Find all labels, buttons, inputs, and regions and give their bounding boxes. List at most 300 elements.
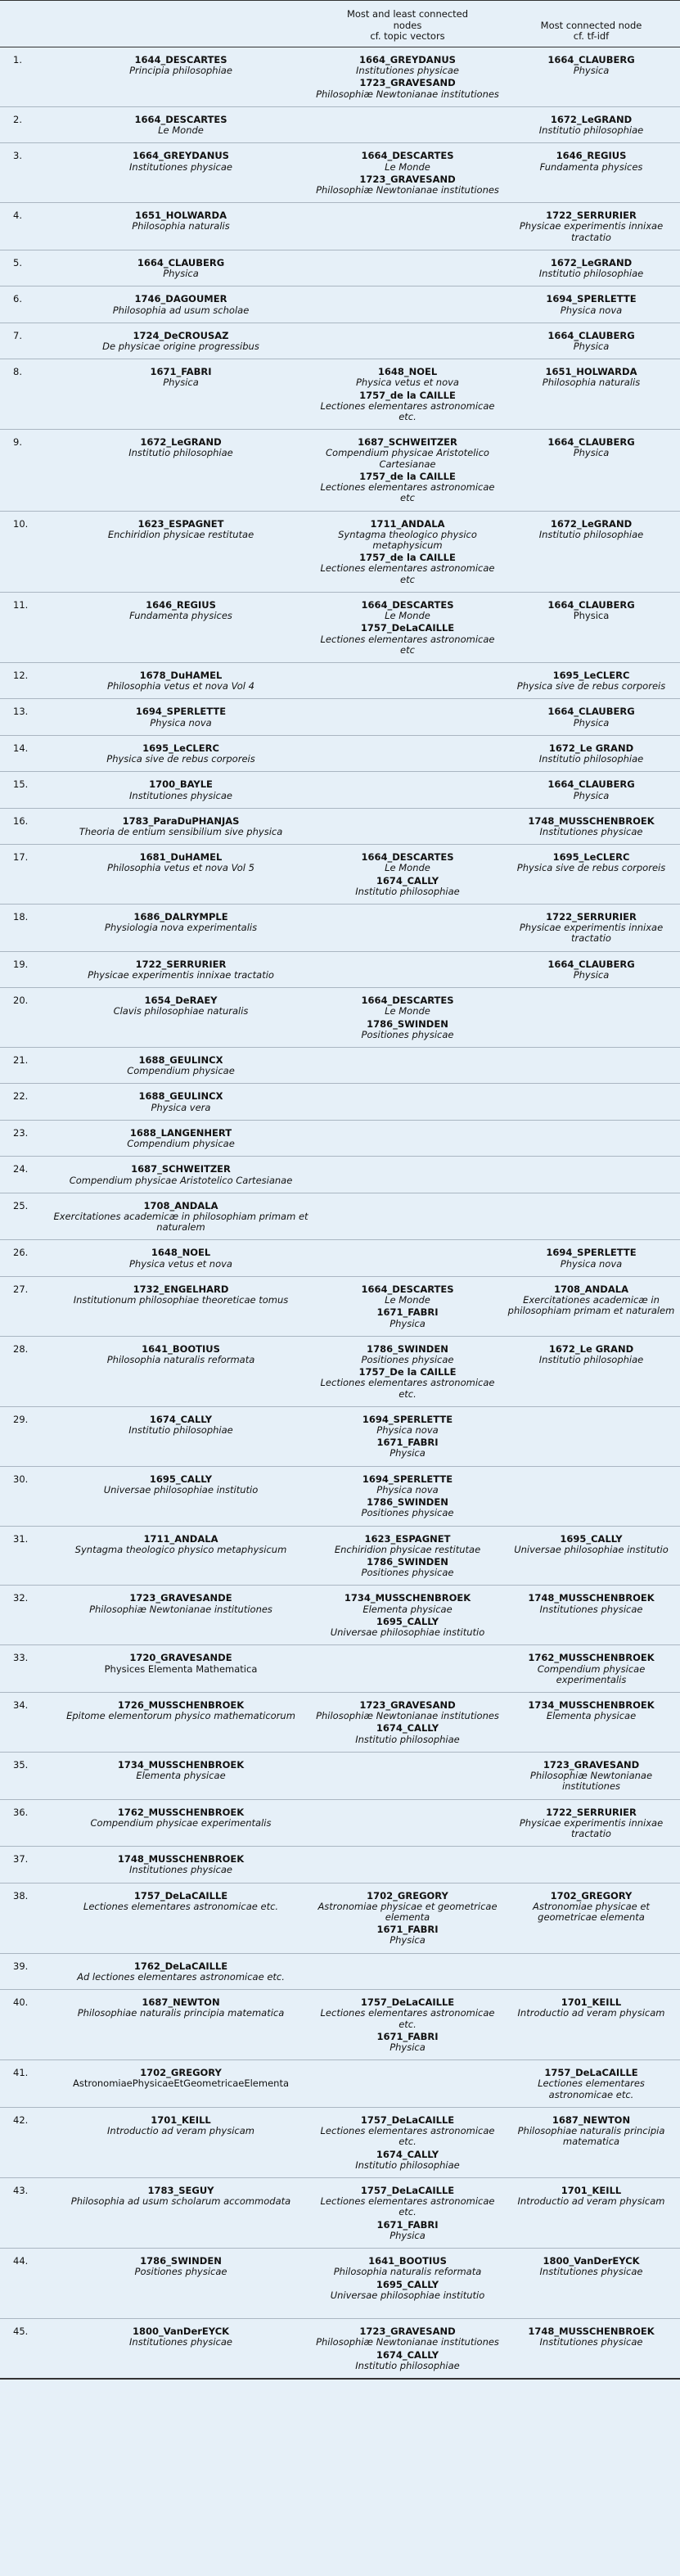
table-row	[0, 1466, 680, 1526]
text-entry	[316, 876, 499, 897]
topic-vector-cell	[313, 662, 502, 698]
topic-vector-cell	[313, 1586, 502, 1645]
topic-vector-cell	[313, 1692, 502, 1752]
text-id: 1783_ParaDuPHANJAS	[122, 814, 240, 827]
text-cell	[49, 143, 313, 203]
text-title: Le Monde	[385, 610, 430, 622]
text-title: Institutio philosophiae	[128, 447, 233, 459]
table-row	[0, 1692, 680, 1752]
text-title: Physica nova	[560, 304, 623, 316]
row-number: 13.	[0, 699, 49, 735]
text-cell	[49, 47, 313, 107]
row-number: 44.	[0, 2249, 49, 2319]
text-entry	[316, 1497, 499, 1518]
table-row	[0, 1240, 680, 1276]
table-row	[0, 699, 680, 735]
text-cell	[49, 1847, 313, 1883]
text-title: De physicae origine progressibus	[102, 340, 259, 352]
text-entry	[316, 1367, 499, 1400]
text-entry	[52, 1247, 309, 1269]
text-entry	[506, 706, 677, 728]
text-id: 1687_NEWTON	[142, 1996, 220, 2009]
text-cell	[49, 2060, 313, 2108]
text-id: 1695_CALLY	[560, 1532, 623, 1545]
row-number: 8.	[0, 359, 49, 430]
tfidf-cell	[502, 250, 680, 286]
text-title: Physica nova	[376, 1424, 439, 1437]
text-id: 1651_HOLWARDA	[545, 366, 637, 378]
text-id: 1686_DALRYMPLE	[133, 911, 228, 923]
text-entry	[316, 55, 499, 76]
text-id: 1757_de la CAILLE	[359, 470, 456, 482]
table-row	[0, 845, 680, 905]
text-cell	[49, 1799, 313, 1847]
text-entry	[52, 519, 309, 540]
text-title: Lectiones elementares astronomicae etc.	[320, 1377, 495, 1400]
text-title: Fundamenta physices	[129, 610, 232, 622]
text-id: 1708_ANDALA	[554, 1283, 628, 1295]
text-id: 1664_DESCARTES	[361, 598, 454, 611]
header-topic-vectors	[313, 1, 502, 47]
topic-vector-cell	[313, 106, 502, 142]
text-entry	[316, 1534, 499, 1555]
header-text	[49, 1, 313, 47]
text-title: Institutiones physicae	[539, 2336, 643, 2348]
text-title: Philosophiæ Newtonianae institutiones	[529, 1770, 653, 1793]
text-id: 1800_VanDerEYCK	[132, 2326, 230, 2338]
tfidf-cell	[502, 699, 680, 735]
topic-vector-cell	[313, 1406, 502, 1466]
text-entry	[52, 816, 309, 837]
text-title: Le Monde	[158, 124, 204, 137]
text-id: 1734_MUSSCHENBROEK	[344, 1592, 471, 1604]
table-row	[0, 1645, 680, 1693]
table-row	[0, 203, 680, 250]
text-title: Exercitationes academicæ in philosophiam primam et naturalem	[507, 1294, 675, 1317]
text-id: 1671_FABRI	[376, 1306, 439, 1319]
text-id: 1644_DESCARTES	[134, 54, 227, 65]
text-title: Universae philosophiae institutio	[330, 2289, 485, 2301]
text-id: 1694_SPERLETTE	[362, 1473, 453, 1485]
text-id: 1664_DESCARTES	[361, 1283, 454, 1295]
tfidf-cell	[502, 1752, 680, 1799]
text-entry	[52, 151, 309, 172]
text-id: 1688_LANGENHERT	[129, 1126, 232, 1139]
text-entry	[52, 1164, 309, 1185]
topic-vector-cell	[313, 1336, 502, 1406]
topic-vector-cell	[313, 1752, 502, 1799]
text-title: Institutiones physicae	[129, 160, 232, 173]
text-title: Universae philosophiae institutio	[330, 1626, 485, 1639]
text-title: Universae philosophiae institutio	[514, 1543, 669, 1555]
table-row	[0, 772, 680, 808]
table-row	[0, 662, 680, 698]
text-id: 1762_DeLaCAILLE	[133, 1960, 228, 1972]
text-entry	[316, 600, 499, 621]
tfidf-cell	[502, 143, 680, 203]
text-entry	[506, 743, 677, 765]
topic-vector-cell	[313, 47, 502, 107]
text-title: Institutiones physicae	[539, 2266, 643, 2278]
row-number: 5.	[0, 250, 49, 286]
text-entry	[506, 1653, 677, 1685]
row-number: 16.	[0, 808, 49, 844]
text-title: Physica	[573, 340, 610, 352]
topic-vector-cell	[313, 323, 502, 359]
text-id: 1694_SPERLETTE	[546, 1247, 637, 1259]
text-id: 1701_KEILL	[561, 1996, 622, 2009]
text-title: Philosophia vetus et nova Vol 5	[107, 862, 254, 874]
text-title: Philosophiae naturalis principia matematica	[77, 2007, 285, 2019]
text-entry	[316, 437, 499, 470]
text-title: Exercitationes academicæ in philosophiam primam et naturalem	[53, 1210, 308, 1234]
text-id: 1687_NEWTON	[552, 2114, 631, 2126]
text-id: 1701_KEILL	[151, 2114, 211, 2126]
text-entry	[506, 1247, 677, 1269]
text-entry	[316, 1997, 499, 2030]
text-id: 1786_SWINDEN	[367, 1017, 448, 1030]
text-id: 1757_DeLaCAILLE	[360, 1996, 455, 2009]
topic-vector-cell	[313, 430, 502, 511]
tfidf-cell	[502, 845, 680, 905]
text-entry	[316, 1019, 499, 1040]
text-entry	[52, 779, 309, 801]
text-entry	[506, 1344, 677, 1365]
table-row	[0, 430, 680, 511]
text-title: Philosophiæ Newtonianae institutiones	[316, 2336, 499, 2348]
text-title: Physica	[390, 2229, 426, 2241]
text-title: Physica nova	[376, 1483, 439, 1496]
text-entry	[506, 367, 677, 388]
text-title: Physica	[390, 1934, 426, 1947]
topic-vector-cell	[313, 1084, 502, 1120]
topic-vector-cell	[313, 250, 502, 286]
tfidf-cell	[502, 1193, 680, 1240]
tfidf-cell	[502, 430, 680, 511]
text-entry	[52, 1128, 309, 1149]
text-entry	[316, 174, 499, 196]
tfidf-cell	[502, 1336, 680, 1406]
row-number: 20.	[0, 988, 49, 1048]
text-entry	[506, 670, 677, 692]
text-title: Lectiones elementares astronomicae etc	[320, 633, 495, 656]
text-title: Institutiones physicae	[129, 2336, 232, 2348]
text-title: Institutiones physicae	[356, 65, 459, 77]
tfidf-cell	[502, 1799, 680, 1847]
text-cell	[49, 2249, 313, 2319]
header-topic-line-1: Most and least connected	[346, 8, 469, 20]
text-title: Lectiones elementares astronomicae etc.	[320, 2195, 495, 2218]
topic-vector-cell	[313, 772, 502, 808]
table-row	[0, 951, 680, 987]
text-entry	[506, 1700, 677, 1721]
text-id: 1723_GRAVESANDE	[129, 1592, 232, 1604]
topic-vector-cell	[313, 1645, 502, 1693]
text-entry	[506, 2068, 677, 2100]
text-entry	[316, 1593, 499, 1614]
text-title: Philosophia ad usum scholarum accommodata	[70, 2195, 291, 2208]
text-id: 1723_GRAVESAND	[543, 1758, 640, 1771]
row-number: 17.	[0, 845, 49, 905]
text-title: Physica	[573, 447, 610, 459]
row-number: 25.	[0, 1193, 49, 1240]
text-id: 1694_SPERLETTE	[362, 1413, 453, 1425]
text-entry	[52, 2326, 309, 2348]
text-title: Philosophiæ Newtonianae institutiones	[89, 1603, 272, 1615]
text-id: 1648_NOEL	[377, 366, 438, 378]
table-row	[0, 1990, 680, 2060]
text-cell	[49, 1953, 313, 1989]
topic-vector-cell	[313, 1276, 502, 1336]
text-cell	[49, 662, 313, 698]
topic-vector-cell	[313, 2060, 502, 2108]
text-entry	[316, 2256, 499, 2277]
topic-vector-cell	[313, 2107, 502, 2177]
text-id: 1695_LeCLERC	[552, 851, 630, 864]
tfidf-cell	[502, 106, 680, 142]
text-entry	[316, 2326, 499, 2348]
row-number: 33.	[0, 1645, 49, 1693]
text-id: 1722_SERRURIER	[135, 958, 227, 970]
text-title: Institutio philosophiae	[538, 528, 644, 540]
text-id: 1702_GREGORY	[550, 1889, 633, 1902]
topic-vector-cell	[313, 1526, 502, 1586]
text-entry	[506, 2326, 677, 2348]
text-cell	[49, 1276, 313, 1336]
text-id: 1671_FABRI	[150, 366, 212, 378]
text-title: Philosophia naturalis	[132, 220, 230, 232]
text-title: Institutiones physicae	[539, 825, 643, 837]
text-title: Lectiones elementares astronomicae etc.	[320, 2007, 495, 2030]
text-entry	[52, 600, 309, 621]
tfidf-cell	[502, 2319, 680, 2379]
header-tfidf	[502, 1, 680, 47]
text-cell	[49, 1466, 313, 1526]
text-id: 1646_REGIUS	[146, 598, 216, 611]
tfidf-cell	[502, 2249, 680, 2319]
text-cell	[49, 988, 313, 1048]
text-id: 1748_MUSSCHENBROEK	[528, 2326, 655, 2338]
text-id: 1654_DeRAEY	[144, 995, 218, 1007]
header-topic-line-3: cf. topic vectors	[370, 29, 445, 42]
text-cell	[49, 1157, 313, 1193]
table-header-row	[0, 1, 680, 47]
text-id: 1671_FABRI	[376, 1437, 439, 1449]
text-entry	[316, 2150, 499, 2171]
text-id: 1641_BOOTIUS	[142, 1342, 220, 1355]
text-id: 1694_SPERLETTE	[546, 293, 637, 305]
text-id: 1695_LeCLERC	[142, 742, 219, 754]
text-cell	[49, 1752, 313, 1799]
text-title: Institutio philosophiae	[355, 2359, 460, 2371]
text-cell	[49, 1692, 313, 1752]
text-id: 1648_NOEL	[151, 1247, 211, 1259]
text-cell	[49, 592, 313, 662]
text-id: 1734_MUSSCHENBROEK	[528, 1699, 655, 1711]
table-row	[0, 1157, 680, 1193]
text-id: 1757_de la CAILLE	[359, 389, 456, 401]
text-cell	[49, 735, 313, 771]
text-id: 1757_DeLaCAILLE	[360, 2184, 455, 2196]
text-entry	[506, 959, 677, 981]
table-row	[0, 735, 680, 771]
text-id: 1651_HOLWARDA	[135, 210, 227, 222]
table-row	[0, 808, 680, 844]
text-title: Physica nova	[560, 1257, 623, 1270]
text-entry	[316, 151, 499, 172]
topic-vector-cell	[313, 735, 502, 771]
text-entry	[52, 1807, 309, 1829]
text-id: 1672_Le GRAND	[548, 742, 634, 754]
text-entry	[52, 959, 309, 981]
text-entry	[316, 2032, 499, 2053]
text-title: Enchiridion physicae restitutae	[334, 1543, 481, 1555]
text-id: 1757_DeLaCAILLE	[544, 2067, 638, 2079]
text-title: Positiones physicae	[361, 1028, 454, 1040]
text-entry	[506, 115, 677, 136]
text-id: 1722_SERRURIER	[546, 210, 637, 222]
text-id: 1687_SCHWEITZER	[131, 1163, 231, 1175]
text-title: Institutio philosophiae	[538, 753, 644, 765]
row-number: 31.	[0, 1526, 49, 1586]
text-id: 1694_SPERLETTE	[135, 706, 227, 718]
text-cell	[49, 250, 313, 286]
text-entry	[52, 258, 309, 279]
table-row	[0, 143, 680, 203]
text-entry	[52, 1474, 309, 1496]
tfidf-cell	[502, 1157, 680, 1193]
text-cell	[49, 323, 313, 359]
text-cell	[49, 772, 313, 808]
tfidf-cell	[502, 323, 680, 359]
text-id: 1762_MUSSCHENBROEK	[117, 1806, 245, 1818]
text-title: Philosophiæ Newtonianae institutiones	[316, 88, 499, 100]
text-id: 1672_Le GRAND	[548, 1342, 634, 1355]
text-entry	[316, 623, 499, 656]
text-entry	[52, 995, 309, 1017]
text-title: Compendium physicae experimentalis	[90, 1816, 272, 1829]
text-title: Physica	[390, 2041, 426, 2053]
text-cell	[49, 951, 313, 987]
topic-vector-cell	[313, 808, 502, 844]
row-number: 28.	[0, 1336, 49, 1406]
text-title: Astronomiae physicae et geometricae elementa	[533, 1900, 650, 1924]
topic-vector-cell	[313, 1193, 502, 1240]
tfidf-cell	[502, 1990, 680, 2060]
text-cell	[49, 106, 313, 142]
text-cell	[49, 511, 313, 592]
table-row	[0, 1406, 680, 1466]
text-title: Physica	[390, 1317, 426, 1329]
table-row	[0, 359, 680, 430]
text-id: 1708_ANDALA	[143, 1199, 218, 1211]
text-title: Syntagma theologico physico metaphysicum	[74, 1543, 287, 1555]
text-id: 1672_LeGRAND	[550, 113, 633, 125]
topic-vector-cell	[313, 2177, 502, 2248]
text-entry	[506, 912, 677, 945]
table-row	[0, 250, 680, 286]
tfidf-cell	[502, 1466, 680, 1526]
text-id: 1664_DESCARTES	[134, 113, 227, 125]
text-cell	[49, 1240, 313, 1276]
text-entry	[506, 519, 677, 540]
text-entry	[52, 1534, 309, 1555]
text-id: 1671_FABRI	[376, 1924, 439, 1936]
tfidf-cell	[502, 988, 680, 1048]
topic-vector-cell	[313, 203, 502, 250]
topic-vector-cell	[313, 1799, 502, 1847]
text-id: 1701_KEILL	[561, 2184, 622, 2196]
text-cell	[49, 2177, 313, 2248]
text-entry	[506, 1534, 677, 1555]
row-number: 15.	[0, 772, 49, 808]
text-id: 1664_GREYDANUS	[359, 54, 456, 65]
text-entry	[316, 78, 499, 99]
tfidf-cell	[502, 1692, 680, 1752]
text-cell	[49, 286, 313, 323]
text-entry	[52, 2068, 309, 2089]
text-id: 1762_MUSSCHENBROEK	[528, 1652, 655, 1664]
text-entry	[316, 1474, 499, 1496]
row-number: 23.	[0, 1120, 49, 1156]
text-entry	[52, 55, 309, 76]
text-entry	[506, 2256, 677, 2277]
tfidf-cell	[502, 1645, 680, 1693]
text-cell	[49, 430, 313, 511]
text-title: Institutionum philosophiae theoreticae tomus	[73, 1294, 289, 1306]
tfidf-cell	[502, 772, 680, 808]
text-id: 1674_CALLY	[376, 1722, 439, 1735]
text-title: Institutio philosophiae	[355, 2159, 460, 2171]
text-entry	[52, 367, 309, 388]
row-number: 14.	[0, 735, 49, 771]
tfidf-cell	[502, 1526, 680, 1586]
text-cell	[49, 2107, 313, 2177]
text-entry	[316, 1437, 499, 1459]
table-row	[0, 286, 680, 323]
row-number: 27.	[0, 1276, 49, 1336]
text-title: Epitome elementorum physico mathematicorum	[66, 1710, 295, 1722]
table-row	[0, 1336, 680, 1406]
row-number: 30.	[0, 1466, 49, 1526]
text-id: 1726_MUSSCHENBROEK	[117, 1699, 245, 1711]
text-entry	[506, 331, 677, 352]
row-number: 37.	[0, 1847, 49, 1883]
topic-vector-cell	[313, 359, 502, 430]
table-row	[0, 511, 680, 592]
row-number: 45.	[0, 2319, 49, 2379]
text-title: Physicae experimentis innixae tractatio	[88, 968, 274, 981]
table-row	[0, 2319, 680, 2379]
table-row	[0, 1799, 680, 1847]
text-id: 1748_MUSSCHENBROEK	[117, 1853, 245, 1865]
text-title: Philosophiæ Newtonianae institutiones	[316, 1710, 499, 1722]
text-id: 1757_DeLaCAILLE	[360, 2114, 455, 2126]
text-title: Physica vera	[151, 1101, 211, 1113]
text-title: Compendium physicae Aristotelico Cartesianae	[69, 1174, 293, 1186]
text-entry	[506, 1760, 677, 1793]
text-id: 1664_DESCARTES	[361, 851, 454, 864]
text-title: AstronomiaePhysicaeEtGeometricaeElementa	[73, 2077, 289, 2090]
row-number: 35.	[0, 1752, 49, 1799]
topic-vector-cell	[313, 1466, 502, 1526]
text-title: Introductio ad veram physicam	[517, 2007, 665, 2019]
text-entry	[316, 1700, 499, 1721]
text-id: 1674_CALLY	[149, 1413, 213, 1425]
text-title: Philosophia naturalis	[542, 377, 641, 389]
text-entry	[52, 1091, 309, 1112]
text-entry	[506, 852, 677, 873]
